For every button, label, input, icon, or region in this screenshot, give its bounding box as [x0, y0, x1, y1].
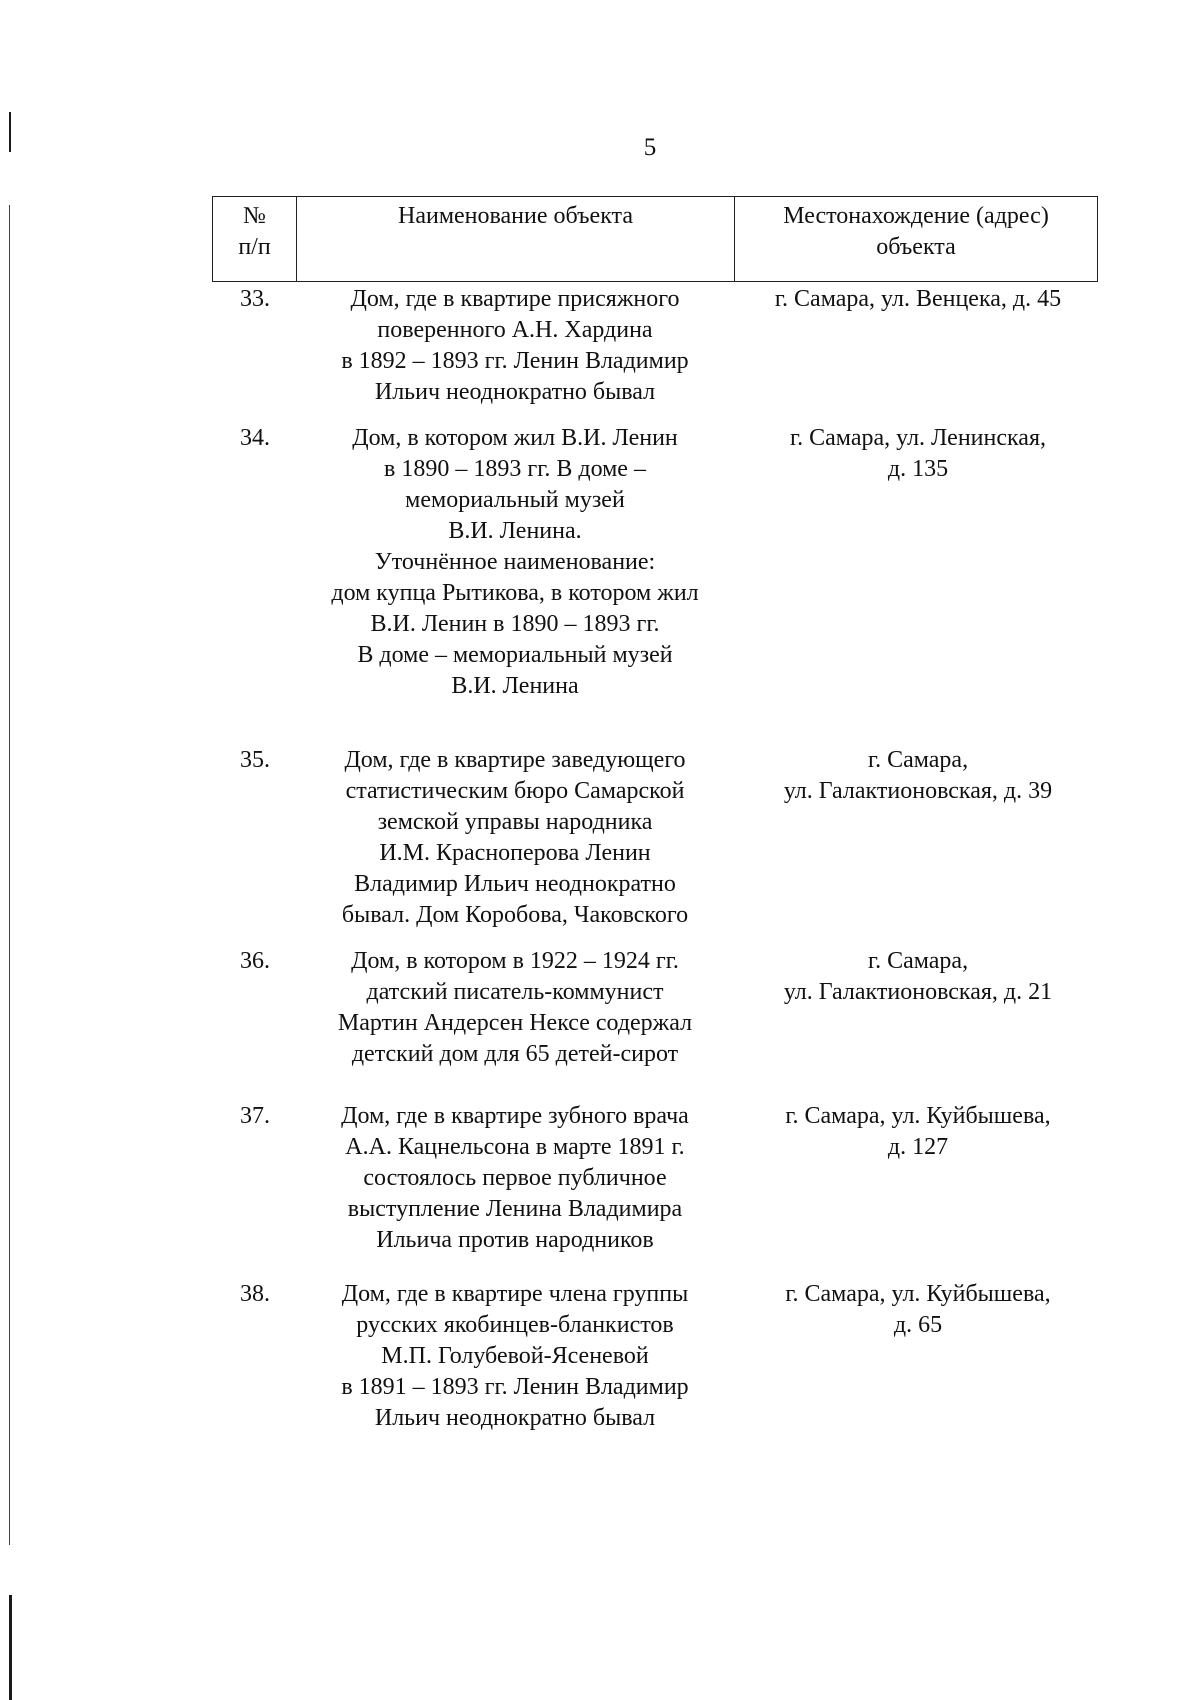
object-address: г. Самара, ул. Галактионовская, д. 39	[783, 747, 1053, 804]
row-number: 35.	[240, 747, 270, 773]
header-address	[735, 197, 1097, 281]
row-number: 37.	[240, 1103, 270, 1129]
object-name: Дом, где в квартире зубного врача А.А. Кацнельсона в марте 1891 г. состоялось первое публичное выступление Ленина Владимира Ильича против народников	[341, 1103, 689, 1253]
object-address: г. Самара, ул. Куйбышева, д. 65	[785, 1281, 1051, 1338]
row-number: 34.	[240, 425, 270, 451]
row-number: 33.	[240, 286, 270, 312]
table-row	[212, 423, 1098, 745]
header-name-label: Наименование объекта	[398, 203, 633, 229]
table-body	[212, 284, 1098, 1439]
table-header	[212, 196, 1098, 282]
scan-edge-mark	[9, 1595, 12, 1700]
object-name: Дом, где в квартире присяжного поверенного А.Н. Хардина в 1892 – 1893 гг. Ленин Владимир Ильич неоднократно бывал	[341, 286, 689, 405]
page-number: 5	[643, 134, 657, 161]
object-address: г. Самара, ул. Венцека, д. 45	[774, 286, 1062, 312]
table-row	[212, 284, 1098, 423]
header-number	[213, 197, 297, 281]
row-number: 36.	[240, 948, 270, 974]
object-name: Дом, в котором жил В.И. Ленин в 1890 – 1893 гг. В доме – мемориальный музей В.И. Ленина. Уточнённое наименование: дом купца Рытикова, в котором жил В.И. Ленин в 1890 – 1893 гг. В доме – мемориальный музей В.И. Ленина	[331, 425, 699, 699]
header-address-label: Местонахождение (адрес) объекта	[783, 203, 1049, 260]
table-row	[212, 1279, 1098, 1439]
header-number-label: № п/п	[238, 203, 271, 260]
object-address: г. Самара, ул. Галактионовская, д. 21	[783, 948, 1053, 1005]
scan-edge-line	[9, 205, 10, 1545]
header-name	[297, 197, 735, 281]
object-name: Дом, где в квартире заведующего статистическим бюро Самарской земской управы народника И.М. Красноперова Ленин Владимир Ильич неоднократно бывал. Дом Коробова, Чаковского	[341, 747, 689, 928]
object-name: Дом, где в квартире члена группы русских якобинцев-бланкистов М.П. Голубевой-Ясеневой в 1891 – 1893 гг. Ленин Владимир Ильич неоднократно бывал	[341, 1281, 689, 1431]
table-row	[212, 1101, 1098, 1279]
object-address: г. Самара, ул. Куйбышева, д. 127	[785, 1103, 1051, 1160]
row-number: 38.	[240, 1281, 270, 1307]
table-row	[212, 745, 1098, 946]
object-address: г. Самара, ул. Ленинская, д. 135	[790, 425, 1046, 482]
table-row	[212, 946, 1098, 1101]
object-name: Дом, в котором в 1922 – 1924 гг. датский писатель-коммунист Мартин Андерсен Нексе содержал детский дом для 65 детей-сирот	[337, 948, 693, 1067]
